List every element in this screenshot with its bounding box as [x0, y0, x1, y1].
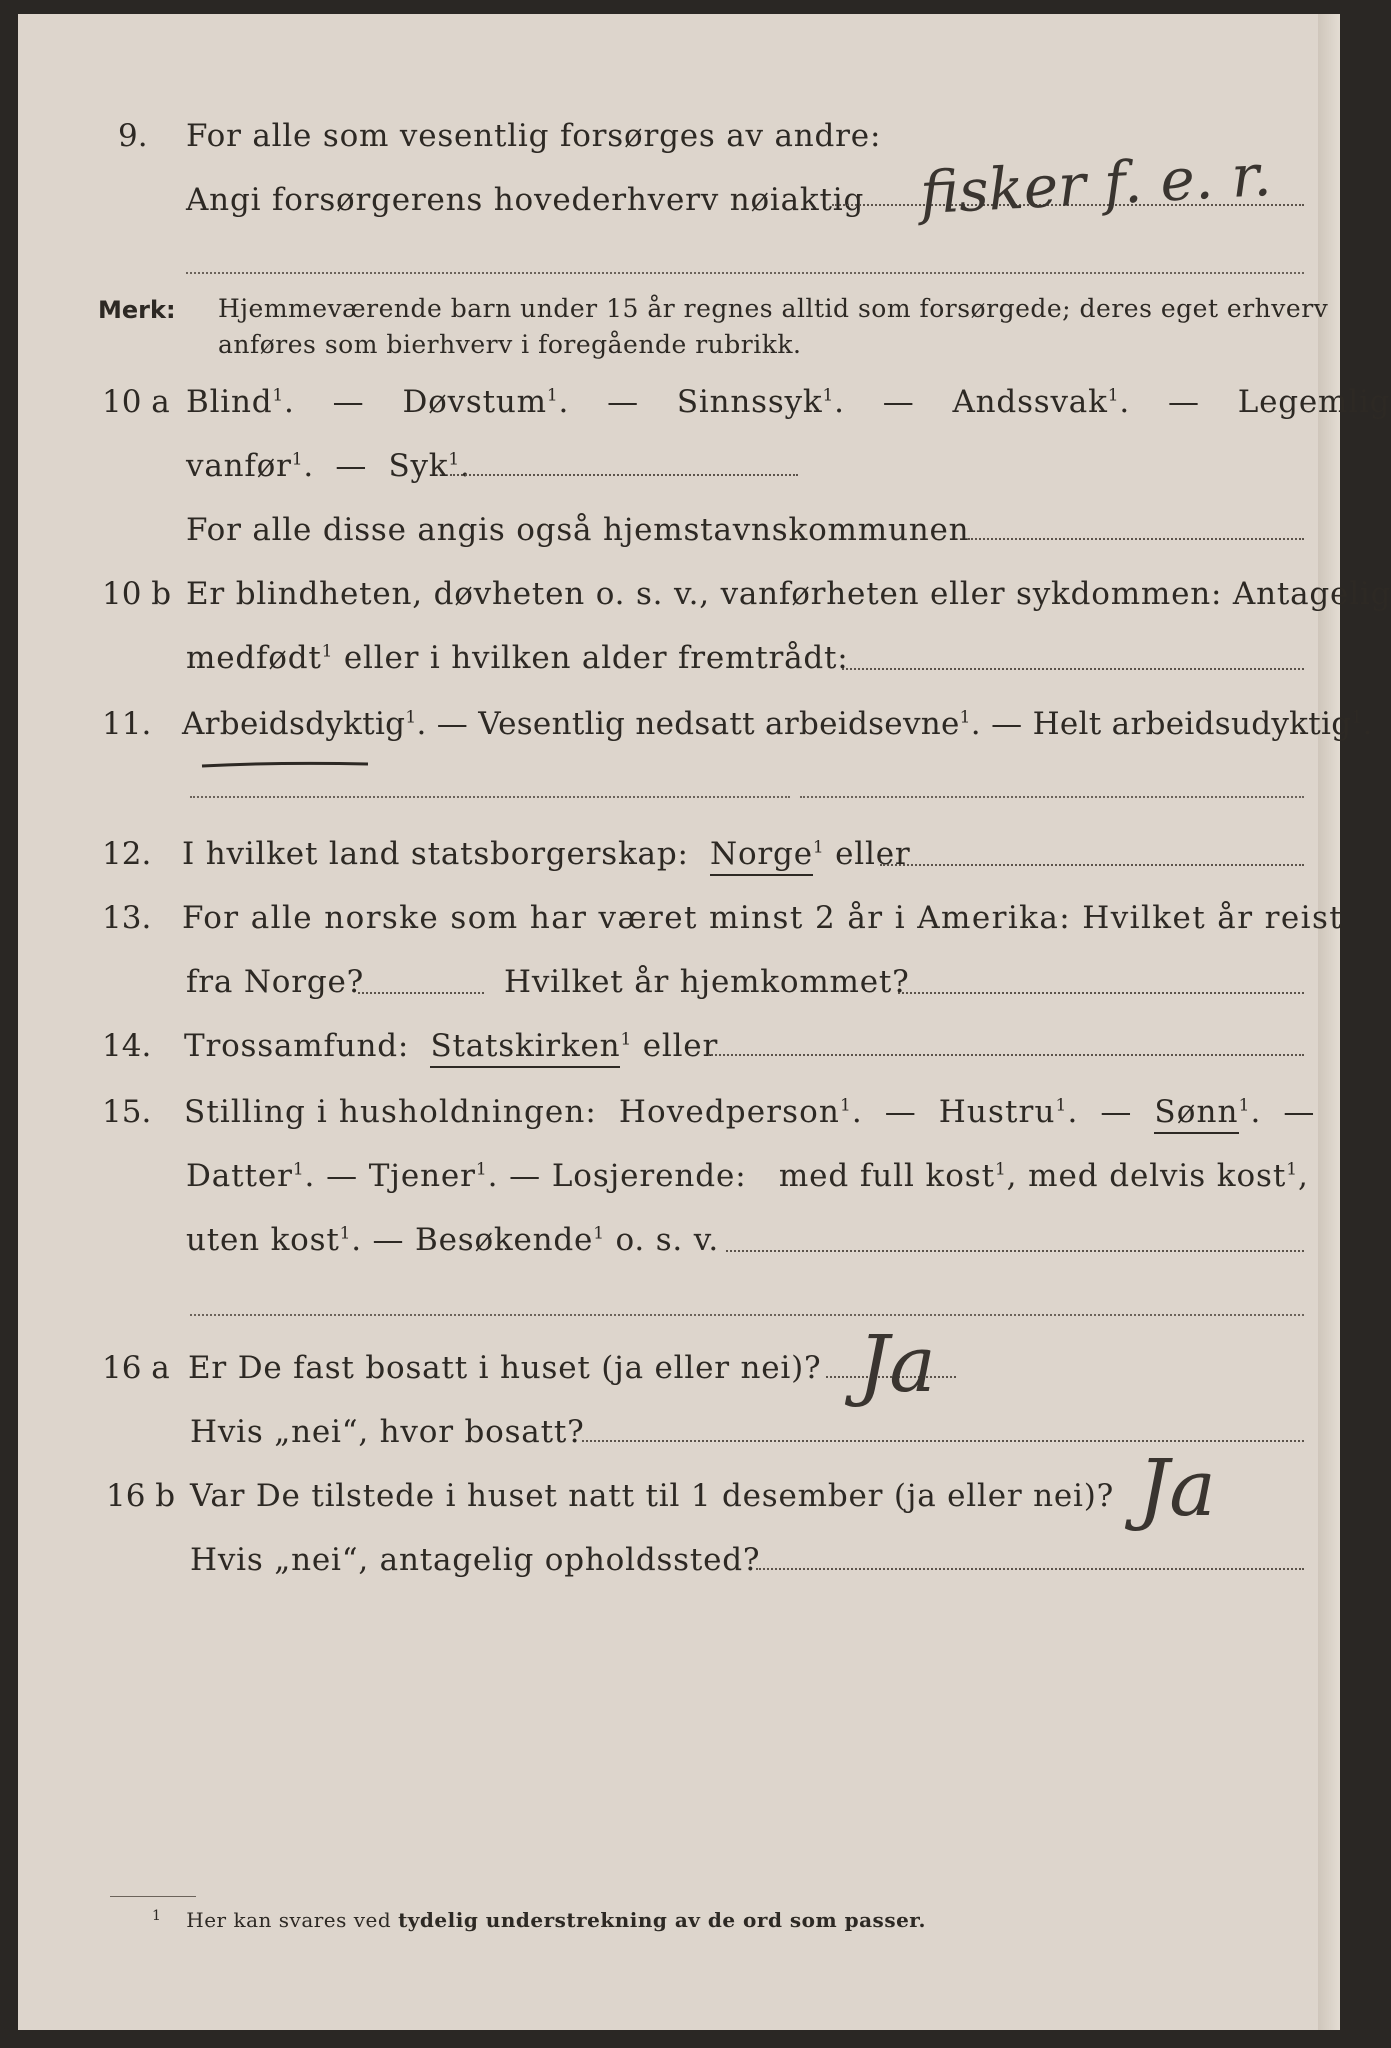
q9-extra-line — [186, 272, 1304, 274]
q13-reist-answer-line[interactable] — [358, 992, 484, 994]
dash: — — [509, 1158, 542, 1194]
option-legemlig[interactable]: Legemlig — [1237, 384, 1391, 420]
dash: — — [372, 1222, 405, 1258]
q10a-hjemstavn-answer-line[interactable] — [968, 538, 1304, 540]
dash: — — [326, 1158, 358, 1194]
q16b-handwritten-answer: Ja — [1138, 1444, 1216, 1534]
option-norge[interactable]: Norge — [710, 836, 813, 876]
q16b-opholdssted-answer-line[interactable] — [756, 1568, 1304, 1570]
option-nedsatt-arbeidsevne[interactable]: Vesentlig nedsatt arbeidsevne — [478, 706, 960, 742]
q11-extra-line-left — [190, 796, 790, 798]
q14-text: Trossamfund: — [184, 1028, 410, 1064]
q10b-line1: Er blindheten, døvheten o. s. v., vanførheten eller sykdommen: Antagelig — [186, 576, 1391, 612]
q15-extra-line — [190, 1314, 1304, 1316]
q10a-line3: For alle disse angis også hjemstavnskommunen — [186, 512, 970, 548]
q12-line: I hvilket land statsborgerskap: Norge$^1$ eller — [182, 836, 910, 872]
option-hustru[interactable]: Hustru — [938, 1094, 1056, 1130]
footnote-text: Her kan svares ved — [186, 1908, 392, 1932]
dash: — — [607, 384, 639, 420]
q14-answer-line[interactable] — [708, 1054, 1304, 1056]
q16b-line2: Hvis „nei“, antagelig opholdssted? — [190, 1542, 761, 1578]
q15-text: Stilling i husholdningen: — [184, 1094, 597, 1130]
option-sinnssyk[interactable]: Sinnssyk — [676, 384, 823, 420]
q16a-bosatt-answer-line[interactable] — [582, 1440, 1304, 1442]
option-tjener[interactable]: Tjener — [368, 1158, 476, 1194]
q14-line: Trossamfund: Statskirken$^1$ eller — [184, 1028, 718, 1064]
q9-handwritten-answer: fisker f. e. r. — [918, 140, 1273, 228]
option-vanfor[interactable]: vanfør — [186, 448, 292, 484]
option-delvis-kost[interactable]: med delvis kost — [1028, 1158, 1287, 1194]
q13-line2a: fra Norge? — [186, 964, 365, 1000]
q13-number: 13. — [102, 900, 152, 936]
q16b-line1: Var De tilstede i huset natt til 1 desember (ja eller nei)? — [190, 1478, 1115, 1514]
option-syk[interactable]: Syk — [388, 448, 449, 484]
q15-osv: o. s. v. — [615, 1222, 720, 1258]
merk-line1: Hjemmeværende barn under 15 år regnes alltid som forsørgede; deres eget erhverv — [218, 294, 1329, 323]
q15-line3: uten kost$^1$. — Besøkende$^1$ o. s. v. — [186, 1222, 720, 1258]
q9-line2: Angi forsørgerens hovederhverv nøiaktig — [186, 182, 865, 218]
option-arbeidsdyktig[interactable]: Arbeidsdyktig — [182, 706, 406, 742]
dash: — — [991, 706, 1023, 742]
q9-number: 9. — [118, 118, 148, 154]
option-statskirken[interactable]: Statskirken — [430, 1028, 620, 1068]
q16a-line1: Er De fast bosatt i huset (ja eller nei)? — [188, 1350, 822, 1386]
q11-line1: Arbeidsdyktig$^1$. — Vesentlig nedsatt arbeidsevne$^1$. — Helt arbeidsudyktig$^1$. — [182, 706, 1373, 742]
footnote-mark: 1 — [152, 1908, 162, 1924]
dash: — — [1100, 1094, 1133, 1130]
q13-line1: For alle norske som har været minst 2 år i Amerika: Hvilket år reist — [182, 900, 1344, 936]
merk-label: Merk: — [98, 296, 176, 324]
q10a-line1: Blind$^1$. — Døvstum$^1$. — Sinnssyk$^1$. — Andssvak$^1$. — Legemlig — [186, 384, 1391, 420]
option-arbeidsudyktig[interactable]: Helt arbeidsudyktig — [1032, 706, 1352, 742]
dash: — — [882, 384, 915, 420]
q11-underline-mark — [200, 756, 370, 776]
merk-line2: anføres som bierhverv i foregående rubrikk. — [218, 330, 802, 359]
q16a-line2: Hvis „nei“, hvor bosatt? — [190, 1414, 585, 1450]
dash: — — [332, 384, 365, 420]
q12-answer-line[interactable] — [880, 864, 1304, 866]
q12-number: 12. — [102, 836, 152, 872]
q10b-answer-line[interactable] — [842, 668, 1304, 670]
dash: — — [436, 706, 469, 742]
option-blind[interactable]: Blind — [186, 384, 273, 420]
q11-extra-line-right — [800, 796, 1304, 798]
option-uten-kost[interactable]: uten kost — [186, 1222, 340, 1258]
q14-number: 14. — [102, 1028, 152, 1064]
q10b-number: 10 b — [102, 576, 172, 612]
q16a-handwritten-answer: Ja — [858, 1320, 936, 1410]
q16a-number: 16 a — [102, 1350, 170, 1386]
q14-eller: eller — [642, 1028, 719, 1064]
q11-number: 11. — [102, 706, 152, 742]
option-hovedperson[interactable]: Hovedperson — [618, 1094, 840, 1130]
q15-line1: Stilling i husholdningen: Hovedperson$^1$. — Hustru$^1$. — Sønn$^1$. — — [184, 1094, 1316, 1130]
q15-answer-line[interactable] — [726, 1250, 1304, 1252]
option-besokende[interactable]: Besøkende — [415, 1222, 594, 1258]
q10b-line2-rest: eller i hvilken alder fremtrådt: — [343, 640, 849, 676]
q13-hjemkommet-answer-line[interactable] — [898, 992, 1304, 994]
q9-line1: For alle som vesentlig forsørges av andre: — [186, 118, 882, 154]
q16b-number: 16 b — [106, 1478, 176, 1514]
option-dovstum[interactable]: Døvstum — [402, 384, 547, 420]
q15-number: 15. — [102, 1094, 152, 1130]
option-datter[interactable]: Datter — [186, 1158, 293, 1194]
footnote — [152, 1908, 926, 1932]
dash: — — [884, 1094, 917, 1130]
footnote-separator — [110, 1896, 196, 1897]
dash: — — [1167, 384, 1200, 420]
dash: — — [1283, 1094, 1316, 1130]
q15-line2: Datter$^1$. — Tjener$^1$. — Losjerende: med full kost$^1$, med delvis kost$^1$, — [186, 1158, 1309, 1194]
option-medfodt[interactable]: medfødt — [186, 640, 322, 676]
option-full-kost[interactable]: med full kost — [778, 1158, 995, 1194]
q10b-line2: medfødt$^1$ eller i hvilken alder fremtrådt: — [186, 640, 849, 676]
q15-losjerende: Losjerende: — [551, 1158, 747, 1194]
q13-line2b: Hvilket år hjemkommet? — [504, 964, 910, 1000]
q10a-line2: vanfør$^1$. — Syk$^1$. — [186, 448, 471, 484]
q12-eller: eller — [835, 836, 911, 872]
q10a-syk-answer-line — [450, 474, 798, 476]
option-andssvak[interactable]: Andssvak — [952, 384, 1108, 420]
dash: — — [335, 448, 368, 484]
q12-text: I hvilket land statsborgerskap: — [182, 836, 689, 872]
footnote-bold-text: tydelig understrekning av de ord som passer. — [398, 1908, 926, 1932]
option-sonn[interactable]: Sønn — [1154, 1094, 1238, 1134]
q10a-number: 10 a — [102, 384, 170, 420]
